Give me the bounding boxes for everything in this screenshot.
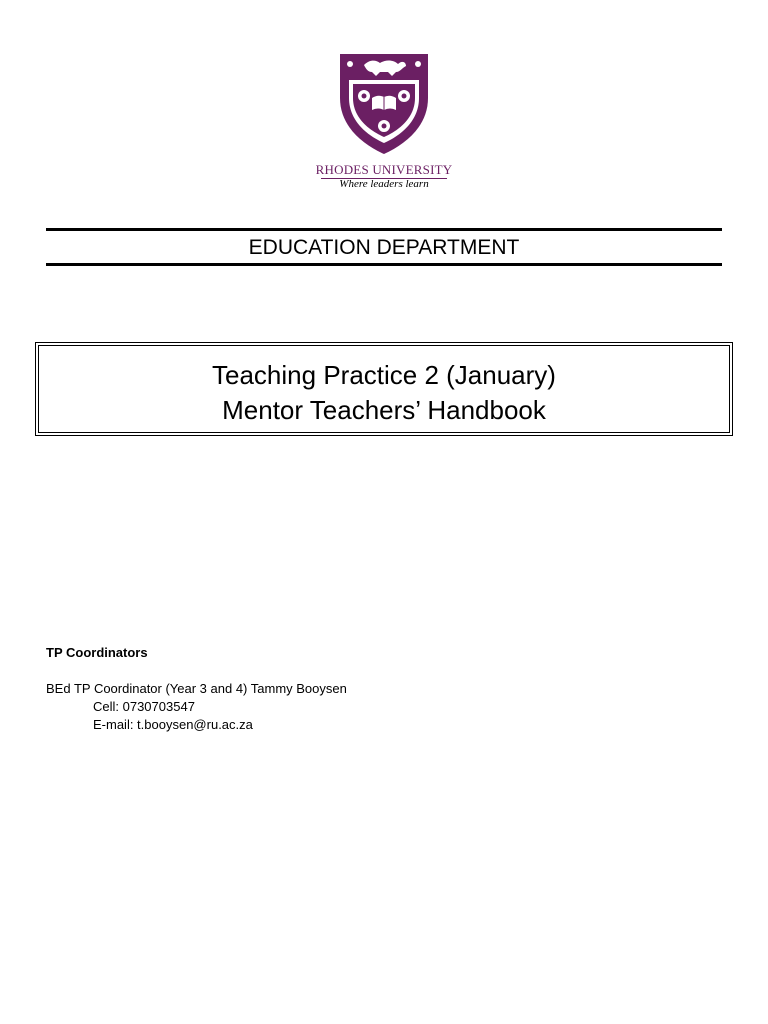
handbook-title-line-1: Teaching Practice 2 (January) xyxy=(212,360,556,390)
department-bottom-rule xyxy=(46,263,722,266)
coordinator-email: E-mail: t.booysen@ru.ac.za xyxy=(93,717,253,732)
university-name: RHODES UNIVERSITY xyxy=(315,162,453,177)
coordinators-heading: TP Coordinators xyxy=(46,645,148,660)
university-crest-logo xyxy=(336,50,432,156)
university-tagline: Where leaders learn xyxy=(339,178,429,190)
handbook-title-line-2: Mentor Teachers’ Handbook xyxy=(222,395,546,425)
coordinator-role: BEd TP Coordinator (Year 3 and 4) Tammy Booysen xyxy=(46,681,347,696)
coordinator-cell: Cell: 0730703547 xyxy=(93,699,195,714)
department-title: EDUCATION DEPARTMENT xyxy=(248,236,520,259)
department-top-rule xyxy=(46,228,722,231)
